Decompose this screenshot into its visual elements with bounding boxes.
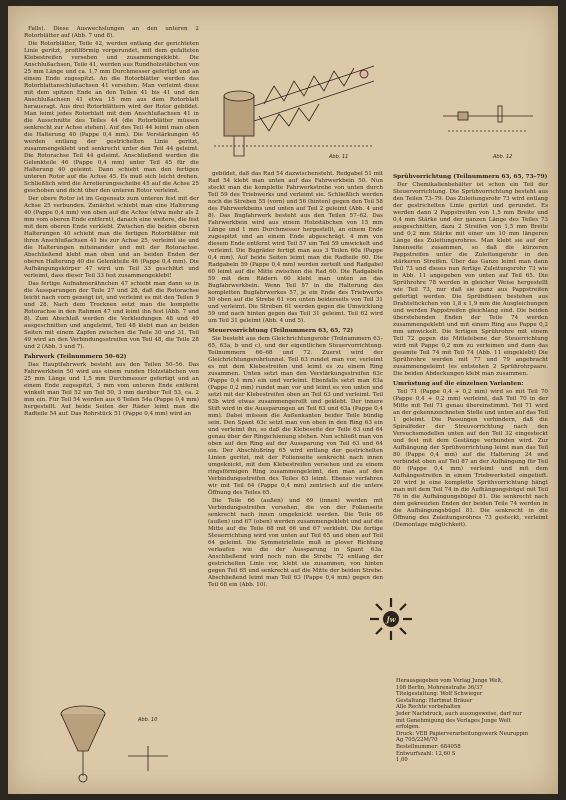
detail-illustration-right bbox=[438, 76, 538, 166]
col2-paragraph: Sie besteht aus dem Gleichrichtungsrohr (Teilnummern 63–65, 63a, b und c), und der eigentlichen Steuervorrichtung. Teilnummern 66–68 und 72. Zuerst wird der Gleichrichtungsrohrtunnel. Teil 63 rundet man vor, verleimt es mit dem Klebestreifen und leimt es zu einem Ring zusammen. Unten setzt man den Verstärkungsstreifen 63c (Pappe 0,4 mm) ein und verleimt. Ebenfalls setzt man 63a (Pappe 0,2 mm) rundet man vor und leimt es von unten und setzt mit der Klebestreifen oben an Teil 63 und verleimt. Teil 63b wird etwas zusammengerollt und geklebt. Der innere Stift wird in die Aussparungen an Teil 63 und 63a (Pappe 0,4 mm). Dabei müssen die Außenkanten beider Teile bündig sein. Den Spant 63c setzt man von oben in den Ring 63 ein und verleimt ihn, so daß die Klebeseite der Teile 63 und 64 genau über der Ringschienung stehen. Nun schließt man von oben auf den Ring auf der Aussparung von Teil 63 und 64 ein. Der Abschlußring 65 wird entlang der gestrichelten Linien geritzt, mit der Folienseite senkrecht nach innen umgeknickt, mit dem Klebestreifen versehen und zu einem ringsförmigen Ring zusammengeleimt, den man auf den Verbindungsstreifen des Teiles 63 leimt. Ebenso verfahren wir mit Teil 64 (Pappe 0,4 mm) zentrisch auf die untere Öffnung des Teiles 65. bbox=[208, 336, 383, 496]
magazine-page bbox=[8, 6, 558, 794]
imprint-line: Druck: VEB Papierverarbeitungswerk Neuruppin bbox=[396, 730, 529, 737]
col1-paragraph: Das fertige Aufnahmerähnchen 47 schiebt man dann so in die Aussparungen der Teile 27 und 28, daß die Rotorachse leicht nach vorn geneigt ist, und verleimt es mit den Teilen 9 und 28. Nach dem Trocknen setzt man die komplette Rotorachse in den Rahmen 47 und leimt ihn fest (Abb. 7 und 8). Zum Abschluß werden die Verkleidungen 48 und 49 ausgeschnitten und angeleimt, Teil 48 klebt man an beiden Seiten mit einem Zapfen zwischen die Teile 30 und 31, Teil 49 wird an den Verbindungsstreifen von Teil 48, die Teile 28 und 2 (Abb. 3 und 7). bbox=[24, 281, 199, 350]
figure-label-12: Abb. 12 bbox=[493, 154, 513, 160]
imprint-line: Herausgegeben vom Verlag Junge Welt, bbox=[396, 678, 503, 684]
section-heading-umrustung: Umrüstung auf die einzelnen Varianten: bbox=[393, 381, 524, 387]
text-column-1 bbox=[24, 26, 199, 419]
imprint-line: Titelgestaltung: Wolf Schwieger bbox=[396, 691, 483, 698]
imprint-line: 108 Berlin, Mohrenstraße 36/37 bbox=[396, 684, 483, 691]
imprint-line: Entwurfszahl: 12,60 S bbox=[396, 750, 456, 757]
section-heading-steuer: Steuervorrichtung (Teilnummern 63, 65, 72) bbox=[208, 328, 354, 334]
imprint-line: erfolgen. bbox=[396, 724, 421, 731]
col1-paragraph: Die Rotorblätter, Teile 42, werden entlang der gerichteten Linie geritzt, profilförmig vorgerundet, mit dem gefalteten Klebestreifen versehen und zusammengeklebt. Die Anschlußachsen, Teile 41, werden aus Rundholzstäbchen von 25 mm Länge und ca. 1,7 mm Durchmesser gefertigt und an einem Ende zugespitzt. An die Rotorblätter werden das Rotorblattanschlußachsen 41 versehen. Man verleimt diese mit dem spitzen Ende an den Teilen 41 bis 41 und den Anschlußachsen 41 etwa 15 mm aus dem Rotorblatt herausragt. Aus drei Rotorblättern wird der Rotor gebildet. Man leimt jedes Rotorblatt mit dem Anschlußachsen 41 in die Ausschnitte des Teiles 44 (die Rotorblätter müssen senkrecht zur Achse stehen). Auf des Teil 44 leimt man oben die Halterung 40 (Pappe 0,4 mm). Die Verstärkungen 45 werden entlang der gestrichelten Linie geritzt, zusammengeklebt und senkrecht unter den Teil 44 geleimt. Die Rotorachse Teil 44 geleimt. Anschließend werden die Gelenkteile 46 (Pappe 0,4 mm) unter Teil 45 für die Halterung 40 geleimt. Dann schiebt man den fertigen unteren Rotor auf die Achse 45. Es muß sich leicht drehen. Schließlich wird die Arretierungsscheibe 45 auf die Achse 25 geschoben und dicht über den unteren Rotor verleimt. bbox=[24, 41, 199, 194]
landing-gear-illustration bbox=[28, 696, 188, 786]
text-column-2 bbox=[208, 171, 383, 590]
imprint-line: mit Genehmigung des Verlages Junge Welt bbox=[396, 717, 511, 724]
imprint-line: Alle Rechte vorbehalten bbox=[396, 704, 461, 711]
col1-paragraph: Falls). Diese Auswechslungen an den unteren 2 Rotorblätter auf (Abb. 7 und 8). bbox=[24, 26, 199, 39]
imprint-line: Ag 705/22M/70 bbox=[396, 737, 438, 744]
figure-label-11: Abb. 11 bbox=[329, 154, 349, 160]
col2-paragraph: Die Teile 66 (außen) und 69 (innen) werden mit Verbindungsstreifen versehen, die von der Folienseite senkrecht nach innen umgeknickt werden. Die Teile 66 (außen) und 67 (oben) werden zusammengeklebt und auf die Mitte auf die Teile 68 mit 66 und 67 verklebt. Die fertige Steuerrichtung wird von unten auf Teil 65 und oben auf Teil 64 geleimt. Die Symmetrielinie muß in plover Richtung verlaufen wie die der Aussparung in Spant 63a. Anschließend wird noch nun die Strebe 72 entlang der gestrichelten Linie vor, klebt sie zusammen, von hinten gegen Teil 65 und senkrecht auf die Mitte der beiden Strebe. Abschließend leimt man Teil 63 (Pappe 0,4 mm) gegen den Teil 68 ein (Abb. 10). bbox=[208, 498, 383, 588]
imprint-line: Bestellnummer: 684058 bbox=[396, 743, 461, 750]
imprint-line: 1,00 bbox=[396, 757, 408, 764]
figure-label-10: Abb. 10 bbox=[138, 717, 158, 723]
col2-paragraph: gebildet, daß das Rad 54 dazwischensteht. Redgabel 51 mit Rad 54 klebt man unten auf das Fahrwerkbein 50. Nun steckt man die komplette Fahrwerkstrebe von unten durch Teil 59 des Triebwerks und verleimt sie. Schließlich werden noch die Streben 55 (vorn) und 56 (hinten) gegen den Teil 58 des Fahrwerkbeins und unten auf Teil 2 geleimt (Abb. 4 und 8). Das Bugfahrwerk besteht aus den Teilen 57–62. Das Fahrwerkbein wird aus einem Holzstäbchen von 15 mm Länge und 1 mm Durchmesser hergestellt, an einem Ende zugespitzt und an einem Ende abgeschrägt. 4 mm von diesem Ende entfernt wird Teil 57 um Teil 59 umwickelt und verleimt. Die Bugräder fertigt man aus 3 Teilen 60a (Pappe 0,4 mm). Auf beide Seiten leimt man die Radteile 60. Die Radgabeln 59 (Pappe 0,4 mm) werden zerteilt und Radgabel 60 leimt auf die Mitte zwischen die Rad 60. Die Radgabeln 59 mit dem Rädern 60 klebt man unten an das Bugfahrwerkbein. Wenn Teil 57 in die Halterung des kompletten Bugfahrwerkes 57, je ein Ende des Triebwerks 50 oben auf die Strebe 61 von unten beiderseits von Teil 31 und verleimt. Die Streben 61 werden gegen die Umwicklung 59 und nach hinten gegen das Teil 31 geleimt. Teil 62 wird um Teil 31 geleimt (Abb. 4 und 5). bbox=[208, 171, 383, 324]
col3-paragraph: Teil 71 (Pappe 0,4 + 0,2 mm) wird so mit Teil 70 (Pappe 0,4 + 0,2 mm) verleimt, daß Teil 70 in der Mitte mit Teil 71 genau übereinstimmt. Teil 71 wird an der gekennzeichneten Stelle und unten auf das Teil 1 geleimt. Die Passungen verhindern, daß die Spiralfeder der Streuvorrichtung nach den Versuchsmodellen unten auf den Teil 32 eingesteckt und fest mit dem Gestänge verbunden wird. Zur Aufhängung der Sprühvorrichtung leimt man das Teil 80 (Pappe 0,4 mm) auf die Halterung 24 und verbindet oben auf Teil 87 an der Aufhängung für Teil 80 (Pappe 0,4 mm) verleimt und mit dem Aufhängestreifen in einem Triebwerksteil eingetieft. 20 wird je eine komplette Sprühvorrichtung hängt man mit dem Teil 74 in die Aufhängungsbügel mit Teil 76 in die Aufhängungsbügel 81. Die senkrecht nach dem gekreuzten Enden der beiden Teile 74 werden in die Aufhängungsbügel 81. Die senkrecht in die Öffnung des Zuleitungsrohres 73 gesteckt, verleimt (Demontage möglichkeit). bbox=[393, 389, 548, 528]
logo-text: Jw bbox=[386, 615, 396, 624]
imprint-block bbox=[396, 678, 546, 764]
section-heading-fahrwerk: Fahrwerk (Teilnummern 50–62) bbox=[24, 354, 127, 360]
assembly-illustration-main bbox=[204, 46, 384, 166]
col1-paragraph: Der obere Rotor ist im Gegensatz zum unteren fest mit der Achse 25 verbunden. Zunächst schiebt man eine Halterung 40 (Pappe 0,4 mm) von oben auf die Achse (etwa mehr als 2 mm vom oberen Ende entfernt), danach eine weitere, die fest mit dem oberen Ende verklebt. Zwischen die beiden oberen Halterungen 40 schiebt man die fertigen Rotorblätter mit ihren Anschlußachsen 41 bis zur Achse 25, verleimt sie und die Halterungen miteinander und mit der Rotorachse. Abschließend klebt man oben und an beiden Enden der oberen Halterung 40 die Gelenkteile 46 (Pappe 0,4 mm). Die Aufhängungskörper 47 wird um Teil 33 geschlitzt und verleimt, dass dieser Teil 33 fest zusammengeklebt! bbox=[24, 196, 199, 279]
section-heading-spruh: Sprühvorrichtung (Teilnummern 63, 65, 73–79) bbox=[393, 174, 548, 180]
text-column-3 bbox=[393, 171, 548, 530]
imprint-line: Jeder Nachdruck, auch auszugsweise, darf nur bbox=[396, 710, 522, 717]
col3-paragraph: Der Chemikalienbehälter ist schon ein Teil der Steuervorrichtung. Die Sprühvorrichtung besteht aus den Teilen 73–79. Das Zuleitungsrohr 73 wird entlang der gestrichelten Linie geritzt und gerundet. Es werden dann 2 Pappstreifen von 1,5 mm Breite und 0,4 mm Stärke und der ganzen Länge des Teiles 73 ausgeschnitten, dazu 2 Streifen von 1,5 mm Breite und 0,2 mm Stärke mit einer um 10 mm längeren Länge des Zuleitungsrohres. Man klebt sie auf der Innenseite zusammen, so daß die kürzeren Pappstreifen unter die Zuleitungsrohr in den stärkeren Streifen. Über das Ganze leimt man dann Teil 73 und dieses nun fertige Zuleitungsrohr 73 wie in Abb. 11 angegeben von unten auf Teil 65. Die Sprührohre 78 werden in gleicher Weise hergestellt wie Teil 73, nur daß sie ganz aus Pappstreifen gefertigt werden. Die Sprühdüsen bestehen aus Drahtstückchen von 1,8 x 1,9 mm die Ausgleichungen und werden Pappstreifen gleichlang sind. Die beiden überstehenden Enden der Teile 74 werden zusammengeklebt und mit einem Ring aus Pappe 0,2 mm umwickelt. Die fertigen Sprührohre mit einem Teil 72 gegen die Mittelebene der Steuerrichtung wird mit Pappe 0,2 mm zu verleimen und dann das gesamte Teil 74 mit Teil 74 (Abb. 11 eingeklebt) Die Sprührohre werden mit 77 und 79 angebracht zusammengeleimt (es entstehen 2 Sprührohrpaare. Die beiden Abdeckungen klebt man zusammen. bbox=[393, 182, 548, 377]
publisher-logo bbox=[368, 596, 414, 642]
col1-paragraph: Das Hauptfahrwerk besteht aus den Teilen 50–56. Das Fahrwerkbein 50 wird aus einem runden Holzstäbchen von 25 mm Länge und 1,5 mm Durchmesser gefertigt und an einem Ende zugespitzt, 3 mm vom unteren Ende entfernt winkelt man Teil 52 um Teil 50, 3 mm darüber Teil 53, ca. 2 mm ein. Für Teil 54 werden aus 6 Teilen 54a (Pappe 0,4 mm) hergestellt. Auf beide Seiten der Räder leimt man die Radteile 54 auf. Das Rohrstück 51 (Pappe 0,4 mm) wird an bbox=[24, 362, 199, 417]
imprint-line: Gestaltung: Hartmut Bräuer bbox=[396, 697, 473, 704]
